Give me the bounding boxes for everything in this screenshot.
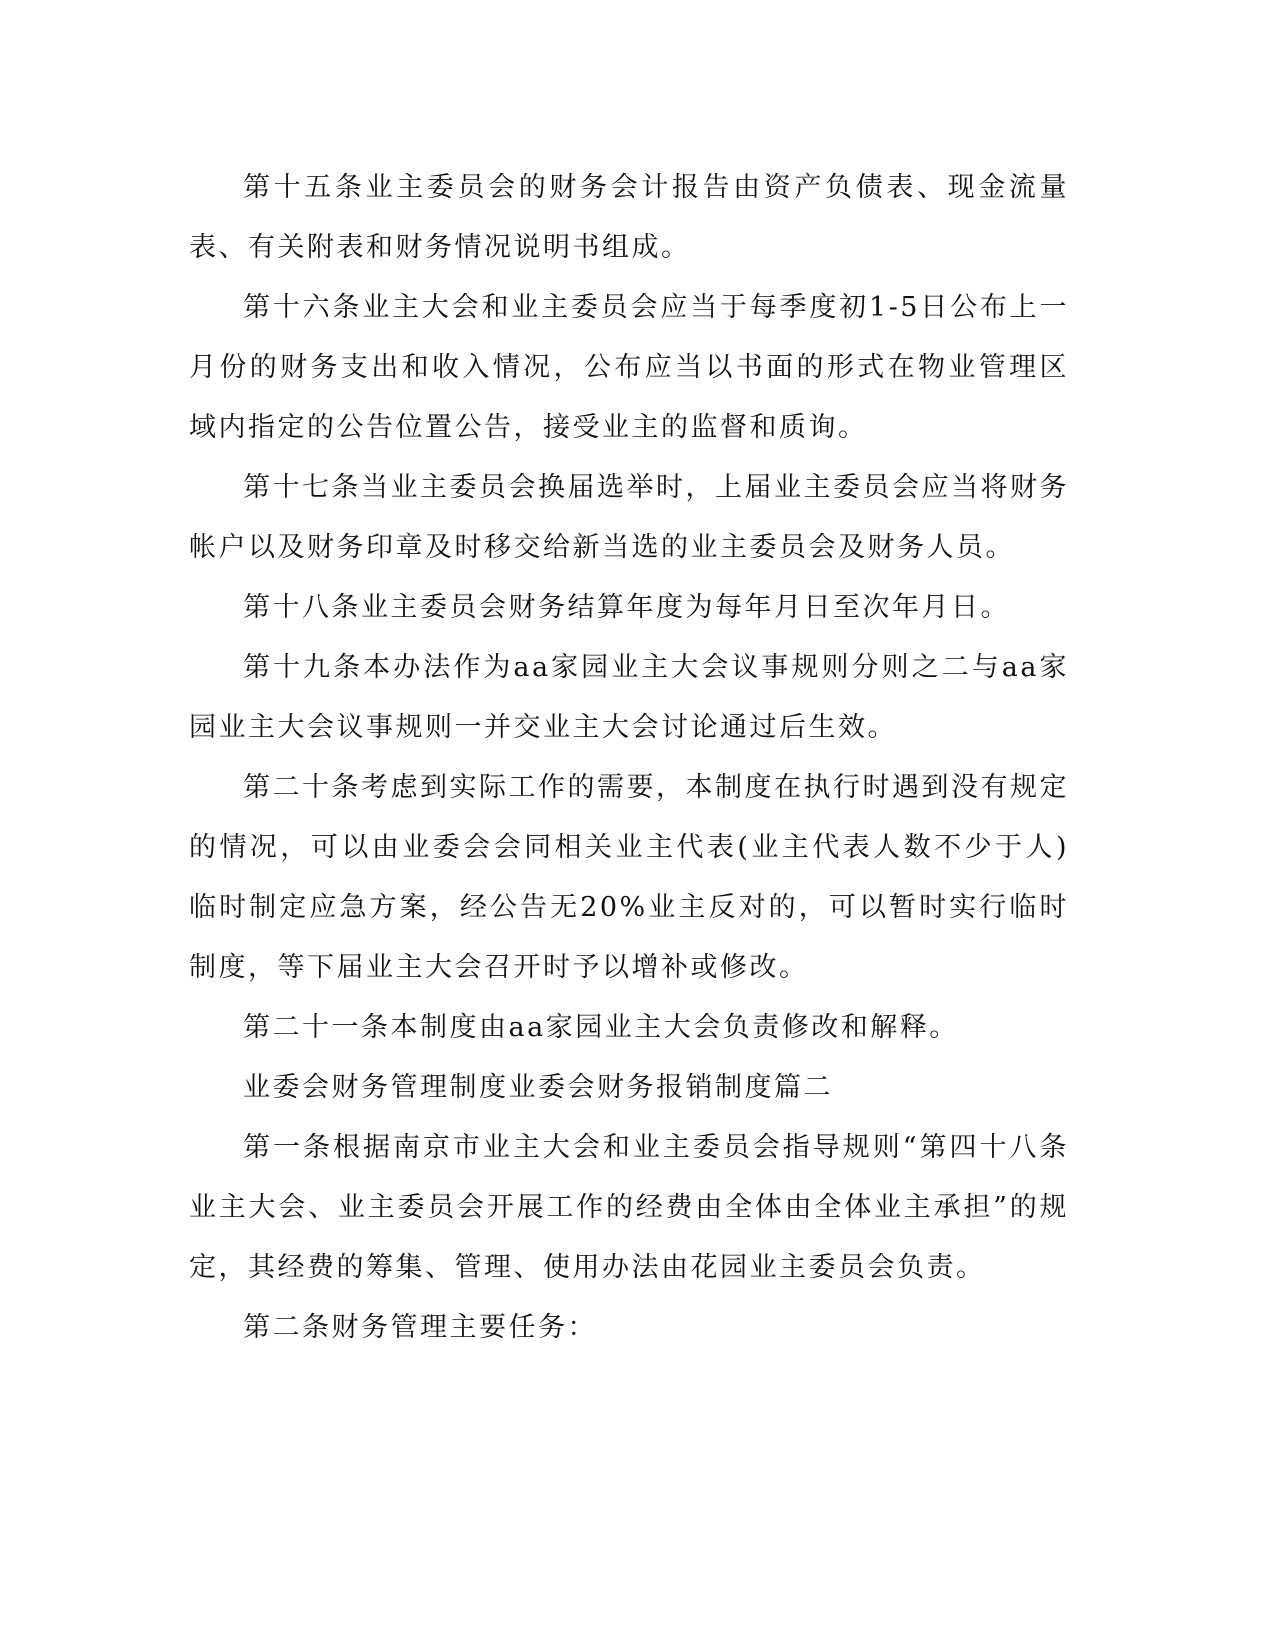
paragraph-article-16: 第十六条业主大会和业主委员会应当于每季度初1-5日公布上一月份的财务支出和收入情况，公布应当以书面的形式在物业管理区域内指定的公告位置公告，接受业主的监督和质询。 bbox=[189, 292, 1069, 443]
paragraph-article-15: 第十五条业主委员会的财务会计报告由资产负债表、现金流量表、有关附表和财务情况说明书组成。 bbox=[189, 172, 1069, 263]
paragraph-article-1: 第一条根据南京市业主大会和业主委员会指导规则“第四十八条业主大会、业主委员会开展工作的经费由全体由全体业主承担”的规定，其经费的筹集、管理、使用办法由花园业主委员会负责。 bbox=[189, 1132, 1069, 1283]
section-heading: 业委会财务管理制度业委会财务报销制度篇二 bbox=[243, 1072, 833, 1103]
paragraph-article-20: 第二十条考虑到实际工作的需要，本制度在执行时遇到没有规定的情况，可以由业委会会同相关业主代表(业主代表人数不少于人)临时制定应急方案，经公告无20%业主反对的，可以暂时实行临时制度，等下届业主大会召开时予以增补或修改。 bbox=[189, 772, 1069, 983]
paragraph-article-19: 第十九条本办法作为aa家园业主大会议事规则分则之二与aa家园业主大会议事规则一并交业主大会讨论通过后生效。 bbox=[189, 652, 1069, 743]
paragraph-article-2: 第二条财务管理主要任务： bbox=[243, 1312, 597, 1343]
paragraph-article-17: 第十七条当业主委员会换届选举时，上届业主委员会应当将财务帐户以及财务印章及时移交给新当选的业主委员会及财务人员。 bbox=[189, 472, 1069, 563]
document-body bbox=[189, 158, 1069, 1358]
paragraph-article-18: 第十八条业主委员会财务结算年度为每年月日至次年月日。 bbox=[243, 592, 1010, 623]
paragraph-article-21: 第二十一条本制度由aa家园业主大会负责修改和解释。 bbox=[243, 1012, 959, 1043]
